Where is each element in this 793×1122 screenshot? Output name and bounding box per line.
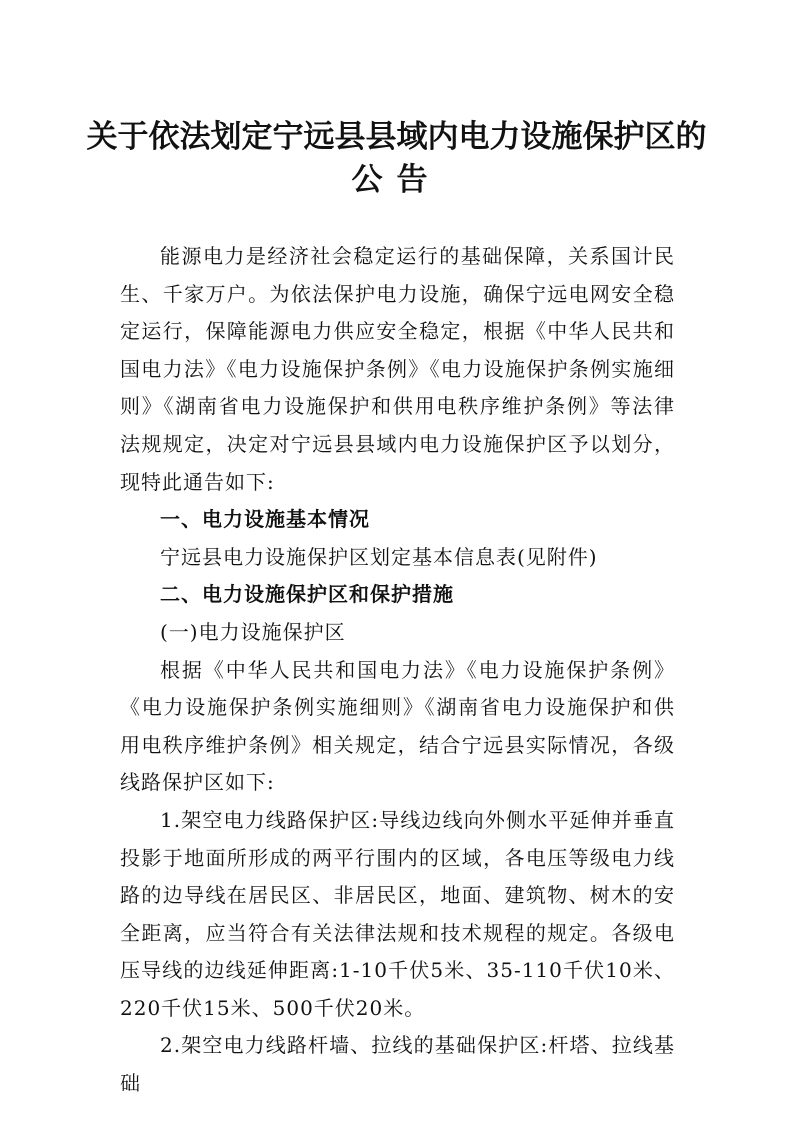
paragraph-item-2: 2.架空电力线路杆墙、拉线的基础保护区:杆塔、拉线基础 xyxy=(120,1033,675,1096)
section-heading-1: 一、电力设施基本情况 xyxy=(160,507,370,532)
section-heading-2: 二、电力设施保护区和保护措施 xyxy=(160,582,454,607)
paragraph-basic-info: 宁远县电力设施保护区划定基本信息表(见附件) xyxy=(160,544,598,569)
paragraph-legal-basis: 根据《中华人民共和国电力法》《电力设施保护条例》《电力设施保护条例实施细则》《湖南省电力设施保护和供用电秩序维护条例》相关规定，结合宁远县实际情况，各级线路保护区如下: xyxy=(120,657,675,795)
paragraph-intro: 能源电力是经济社会稳定运行的基础保障，关系国计民生、千家万户。为依法保护电力设施，确保宁远电网安全稳定运行，保障能源电力供应安全稳定，根据《中华人民共和国电力法》《电力设施保护条例》《电力设施保护条例实施细则》《湖南省电力设施保护和供用电秩序维护条例》等法律法规规定，决定对宁远县县域内电力设施保护区予以划分，现特此通告如下: xyxy=(120,244,675,494)
document-title: 关于依法划定宁远县县域内电力设施保护区的 xyxy=(86,119,707,155)
document-body xyxy=(120,238,675,1103)
subsection-heading-1: (一)电力设施保护区 xyxy=(160,619,346,644)
paragraph-item-1: 1.架空电力线路保护区:导线边线向外侧水平延伸并垂直投影于地面所形成的两平行围内的区域，各电压等级电力线路的边导线在居民区、非居民区，地面、建筑物、树木的安全距离，应当符合有关法律法规和技术规程的规定。各级电压导线的边线延伸距离:1-10千伏5米、35-110千伏10米、220千伏15米、500千伏20米。 xyxy=(120,807,675,1020)
document-title-announcement: 公告 xyxy=(351,162,442,198)
